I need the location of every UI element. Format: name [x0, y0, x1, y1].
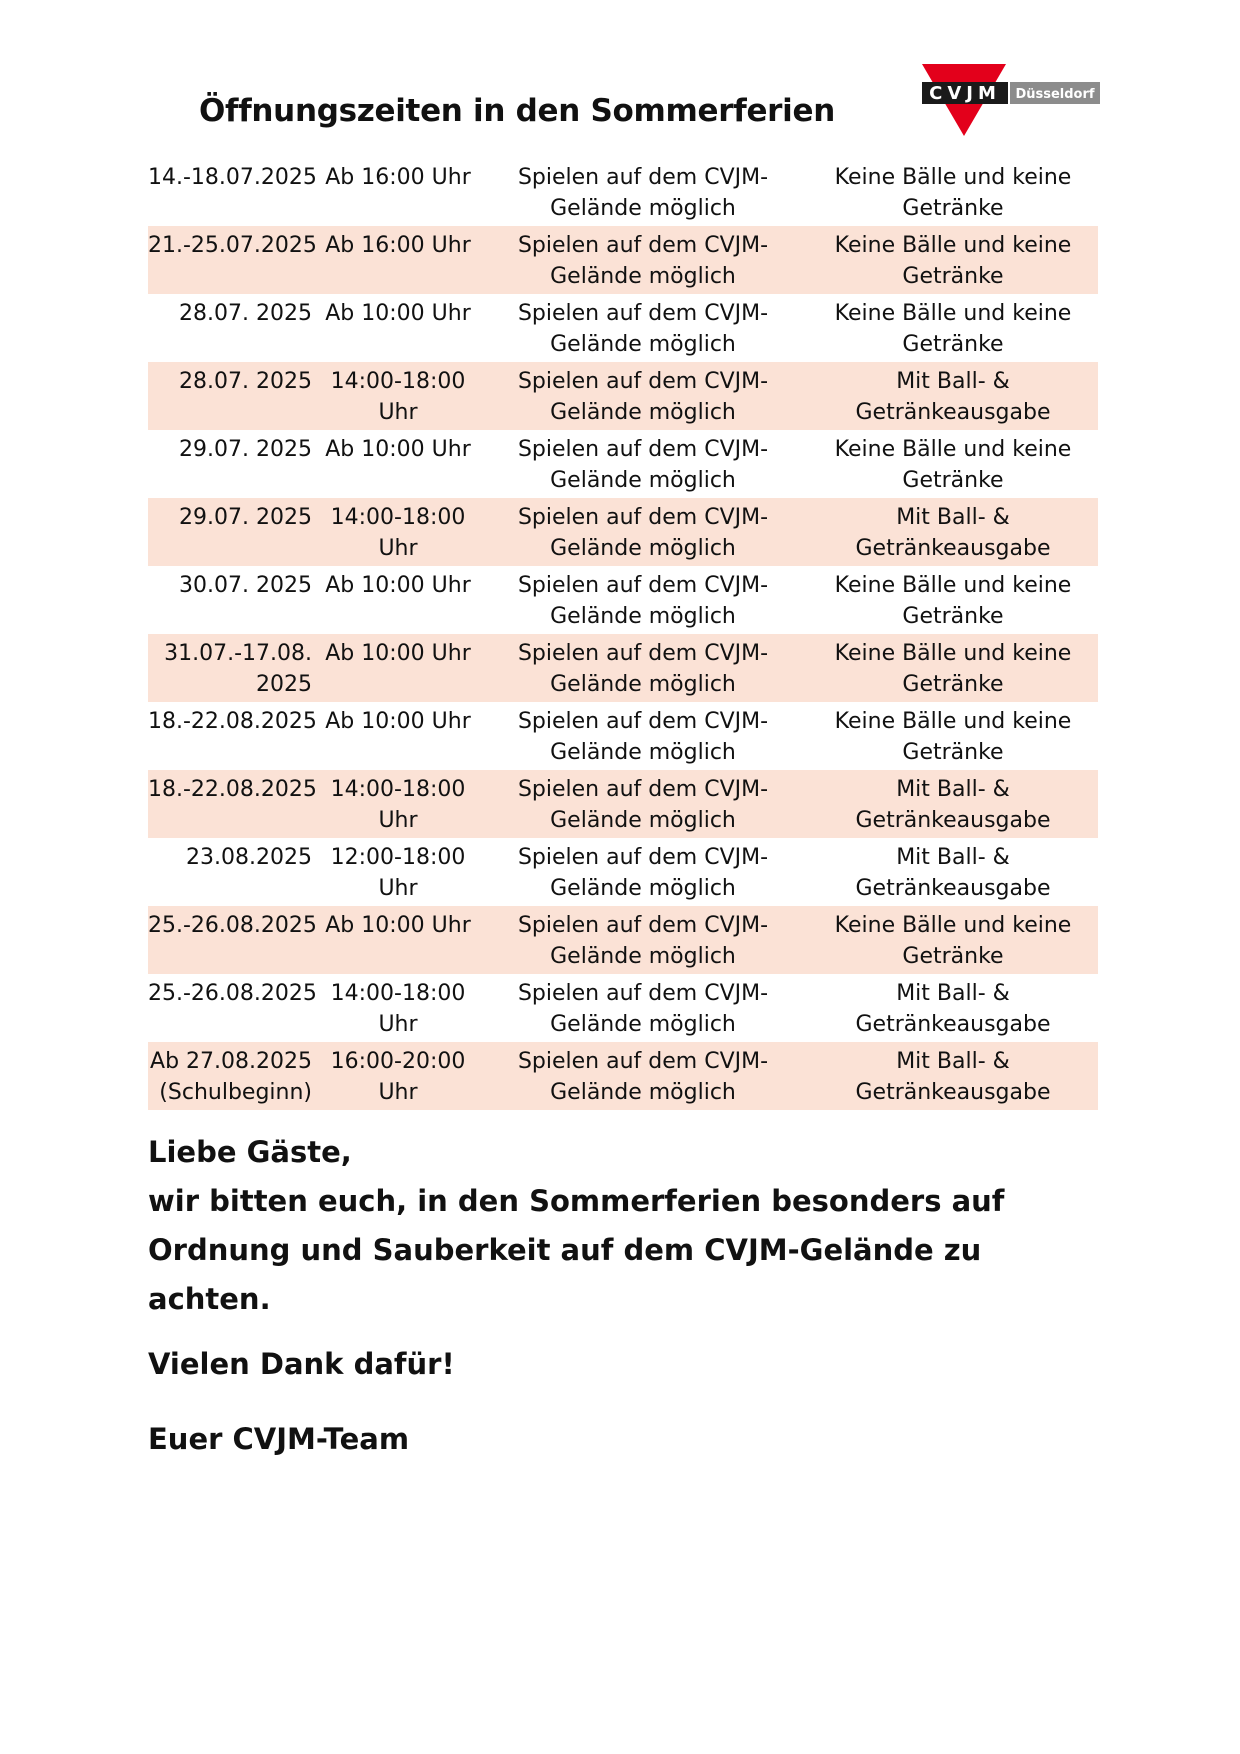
activity-cell: Spielen auf dem CVJM-Gelände möglich [478, 770, 808, 838]
message-body: wir bitten euch, in den Sommerferien besonders auf Ordnung und Sauberkeit auf dem CVJM-Gelände zu achten. [148, 1184, 1005, 1316]
greeting: Liebe Gäste, [148, 1135, 352, 1169]
activity-cell: Spielen auf dem CVJM-Gelände möglich [517, 709, 769, 765]
table-row [148, 362, 1098, 430]
activity-cell: Spielen auf dem CVJM-Gelände möglich [478, 906, 808, 974]
message-block [148, 1128, 1098, 1389]
time-cell: Ab 16:00 Uhr [325, 165, 471, 190]
time-cell: Ab 10:00 Uhr [325, 573, 471, 598]
time-cell: 12:00-18:00 Uhr [330, 845, 466, 901]
opening-hours-table [148, 158, 1098, 1110]
table-row [148, 1042, 1098, 1110]
activity-cell: Spielen auf dem CVJM-Gelände möglich [478, 362, 808, 430]
date-cell: 21.-25.07.2025 [148, 226, 318, 294]
activity-cell: Spielen auf dem CVJM-Gelände möglich [517, 165, 769, 221]
date-cell: 31.07.-17.08. 2025 [148, 634, 318, 702]
logo-city-text: Düsseldorf [1015, 87, 1095, 102]
activity-cell: Spielen auf dem CVJM-Gelände möglich [517, 301, 769, 357]
note-cell: Keine Bälle und keine Getränke [808, 906, 1098, 974]
date-cell: 28.07. 2025 [148, 362, 318, 430]
time-cell: 16:00-20:00 Uhr [318, 1042, 478, 1110]
date-cell: 30.07. 2025 [179, 573, 312, 598]
table-row [148, 158, 1098, 226]
signature: Euer CVJM-Team [148, 1422, 410, 1456]
date-cell: 18.-22.08.2025 [148, 770, 318, 838]
logo-mark-text: CVJM [929, 83, 1001, 104]
table-row [148, 430, 1098, 498]
time-cell: 14:00-18:00 Uhr [318, 770, 478, 838]
table-row [148, 906, 1098, 974]
table-row [148, 498, 1098, 566]
table-row [148, 838, 1098, 906]
note-cell: Mit Ball- & Getränkeausgabe [808, 770, 1098, 838]
date-cell: 29.07. 2025 [179, 437, 312, 462]
date-cell: 14.-18.07.2025 [148, 165, 317, 190]
cvjm-logo-icon [920, 64, 1100, 136]
time-cell: Ab 10:00 Uhr [325, 437, 471, 462]
note-cell: Keine Bälle und keine Getränke [834, 573, 1072, 629]
table-row [148, 702, 1098, 770]
date-cell: 29.07. 2025 [148, 498, 318, 566]
time-cell: Ab 10:00 Uhr [325, 301, 471, 326]
table-row [148, 294, 1098, 362]
note-cell: Mit Ball- & Getränkeausgabe [855, 981, 1051, 1037]
time-cell: 14:00-18:00 Uhr [330, 981, 466, 1037]
activity-cell: Spielen auf dem CVJM-Gelände möglich [517, 573, 769, 629]
date-cell: 18.-22.08.2025 [148, 709, 317, 734]
note-cell: Keine Bälle und keine Getränke [834, 437, 1072, 493]
note-cell: Keine Bälle und keine Getränke [834, 301, 1072, 357]
activity-cell: Spielen auf dem CVJM-Gelände möglich [478, 1042, 808, 1110]
activity-cell: Spielen auf dem CVJM-Gelände möglich [478, 226, 808, 294]
table-row [148, 226, 1098, 294]
time-cell: 14:00-18:00 Uhr [318, 498, 478, 566]
date-cell: Ab 27.08.2025 (Schulbeginn) [148, 1042, 318, 1110]
table-row [148, 770, 1098, 838]
activity-cell: Spielen auf dem CVJM-Gelände möglich [517, 437, 769, 493]
note-cell: Mit Ball- & Getränkeausgabe [808, 498, 1098, 566]
note-cell: Mit Ball- & Getränkeausgabe [855, 845, 1051, 901]
date-cell: 28.07. 2025 [179, 301, 312, 326]
note-cell: Keine Bälle und keine Getränke [808, 634, 1098, 702]
activity-cell: Spielen auf dem CVJM-Gelände möglich [517, 845, 769, 901]
activity-cell: Spielen auf dem CVJM-Gelände möglich [517, 981, 769, 1037]
date-cell: 25.-26.08.2025 [148, 981, 317, 1006]
table-row [148, 566, 1098, 634]
time-cell: 14:00-18:00 Uhr [318, 362, 478, 430]
time-cell: Ab 10:00 Uhr [318, 634, 478, 702]
table-row [148, 634, 1098, 702]
date-cell: 23.08.2025 [186, 845, 312, 870]
table-row [148, 974, 1098, 1042]
time-cell: Ab 10:00 Uhr [318, 906, 478, 974]
time-cell: Ab 16:00 Uhr [318, 226, 478, 294]
date-cell: 25.-26.08.2025 [148, 906, 318, 974]
note-cell: Keine Bälle und keine Getränke [808, 226, 1098, 294]
note-cell: Keine Bälle und keine Getränke [834, 709, 1072, 765]
schedule-body [148, 158, 1098, 1110]
cvjm-logo [920, 64, 1100, 136]
note-cell: Mit Ball- & Getränkeausgabe [808, 362, 1098, 430]
activity-cell: Spielen auf dem CVJM-Gelände möglich [478, 634, 808, 702]
page-title: Öffnungszeiten in den Sommerferien [198, 92, 835, 129]
time-cell: Ab 10:00 Uhr [325, 709, 471, 734]
activity-cell: Spielen auf dem CVJM-Gelände möglich [478, 498, 808, 566]
note-cell: Keine Bälle und keine Getränke [834, 165, 1072, 221]
note-cell: Mit Ball- & Getränkeausgabe [808, 1042, 1098, 1110]
thanks-line: Vielen Dank dafür! [148, 1347, 455, 1381]
